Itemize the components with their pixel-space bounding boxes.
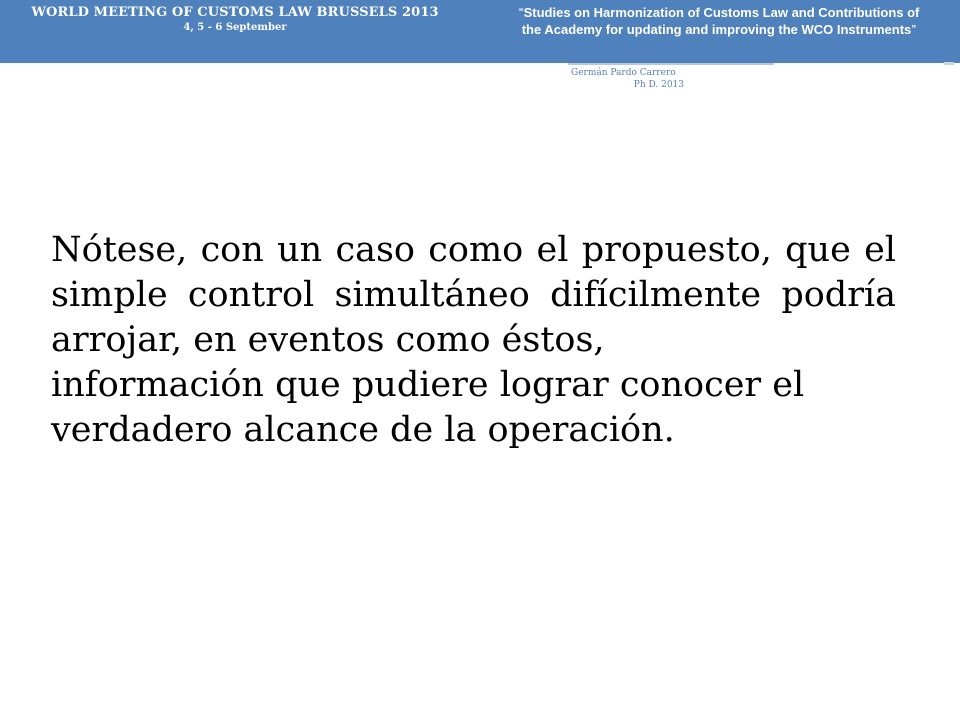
corner-mark [944,62,954,65]
header-divider [568,63,774,65]
study-title-text2: the Academy for updating and improving the WCO Instruments [521,22,912,37]
slide-body [51,228,896,453]
event-info [0,5,470,35]
header-bar [0,0,960,63]
author-name: Germán Pardo Carrero [571,68,676,78]
study-title-line2 [478,21,960,38]
close-quote: ” [911,24,917,35]
event-dates: 4, 5 - 6 September [183,22,287,33]
open-quote: “ [518,7,524,18]
author-degree: Ph D. 2013 [633,80,684,90]
body-paragraph-1: Nótese, con un caso como el propuesto, que el simple control simultáneo difícilmente podría arrojar, en eventos como éstos, [51,230,896,360]
study-title [478,4,960,38]
study-title-text1: Studies on Harmonization of Customs Law and Contributions of [523,5,920,20]
author-block [571,67,684,91]
study-title-line1 [478,4,960,21]
event-title: WORLD MEETING OF CUSTOMS LAW BRUSSELS 2013 [31,5,439,20]
body-paragraph-2: información que pudiere lograr conocer el verdadero alcance de la operación. [51,365,805,450]
